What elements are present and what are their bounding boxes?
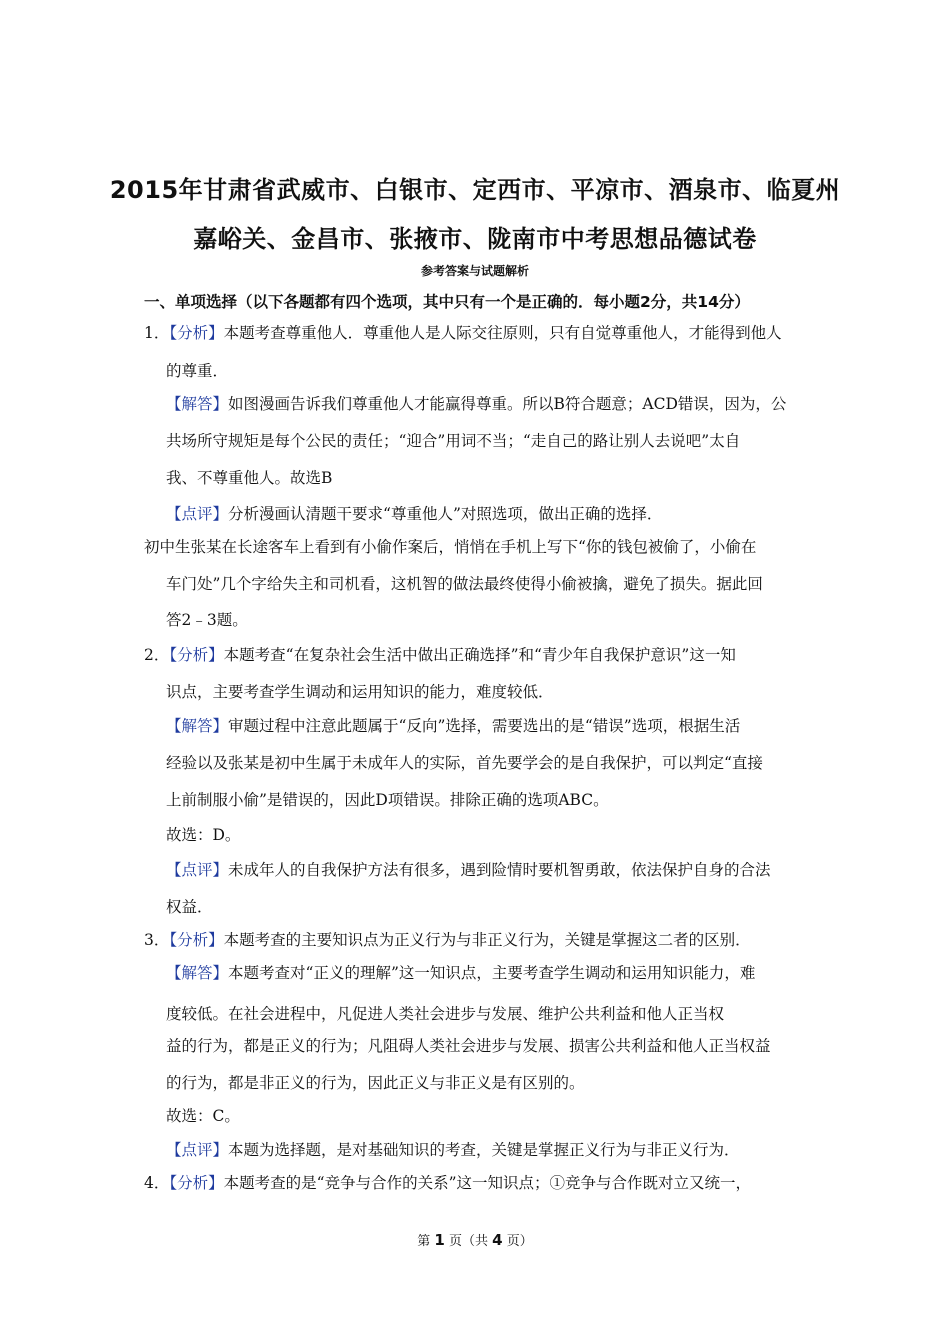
text-line — [166, 963, 755, 983]
line-text: 审题过程中注意此题属于“反向”选择，需要选出的是“错误”选项，根据生活 — [228, 717, 741, 735]
line-text: 我、不尊重他人。故选B — [166, 469, 333, 487]
footer-page-number: 1 — [434, 1231, 445, 1249]
text-line — [166, 860, 771, 880]
line-text: 的行为，都是非正义的行为，因此正义与非正义是有区别的。 — [166, 1074, 585, 1092]
text-line — [166, 1140, 740, 1160]
line-text: 本题考查尊重他人．尊重他人是人际交往原则，只有自觉尊重他人，才能得到他人 — [223, 324, 782, 342]
footer-post: 页） — [506, 1234, 533, 1249]
section-tag: 【解答】 — [166, 717, 229, 735]
line-text: 故选：C。 — [166, 1107, 240, 1125]
footer-total-pages: 4 — [492, 1231, 503, 1249]
text-line — [144, 645, 736, 665]
title-line-1: 2015年甘肃省武威市、白银市、定西市、平凉市、酒泉市、临夏州 — [109, 176, 841, 204]
section-tag: 【分析】 — [169, 324, 224, 342]
line-text: 本题考查的主要知识点为正义行为与非正义行为，关键是掌握这二者的区别． — [223, 931, 751, 949]
text-line — [166, 825, 240, 845]
text-line — [166, 1073, 585, 1093]
section-tag: 【点评】 — [166, 1141, 229, 1159]
item-number: 2． — [144, 646, 170, 664]
text-line — [166, 682, 554, 702]
line-text: 未成年人的自我保护方法有很多，遇到险情时要机智勇敢，依法保护自身的合法 — [228, 861, 771, 879]
text-line — [166, 716, 740, 736]
line-text: 权益． — [166, 898, 213, 916]
line-text: 益的行为，都是正义的行为；凡阻碍人类社会进步与发展、损害公共利益和他人正当权益 — [166, 1037, 771, 1055]
text-line — [166, 504, 662, 524]
line-text: 本题考查的是“竞争与合作的关系”这一知识点；①竞争与合作既对立又统一， — [223, 1174, 751, 1192]
line-text: 车门处”几个字给失主和司机看，这机智的做法最终使得小偷被擒，避免了损失。据此回 — [166, 575, 763, 593]
text-line — [166, 574, 763, 594]
footer-mid: 页（共 — [448, 1234, 488, 1249]
text-line — [166, 394, 786, 414]
line-text: 的尊重． — [166, 362, 229, 380]
footer-pre: 第 — [417, 1234, 431, 1249]
line-text: 度较低。在社会进程中，凡促进人类社会进步与发展、维护公共利益和他人正当权 — [166, 1005, 725, 1023]
text-line — [166, 1106, 240, 1126]
item-number: 1． — [144, 324, 170, 342]
section-heading: 一、单项选择（以下各题都有四个选项，其中只有一个是正确的．每小题2分，共14分） — [144, 293, 750, 311]
text-line — [166, 431, 740, 451]
title-line-2: 嘉峪关、金昌市、张掖市、陇南市中考思想品德试卷 — [193, 225, 757, 253]
text-line — [166, 610, 248, 630]
text-line — [144, 930, 751, 950]
line-text: 分析漫画认清题干要求“尊重他人”对照选项，做出正确的选择． — [228, 505, 663, 523]
text-line — [166, 468, 332, 488]
text-line — [166, 1036, 771, 1056]
item-number: 4． — [144, 1174, 170, 1192]
line-text: 初中生张某在长途客车上看到有小偷作案后，悄悄在手机上写下“你的钱包被偷了，小偷在 — [144, 538, 757, 556]
section-tag: 【解答】 — [166, 395, 229, 413]
line-text: 识点，主要考查学生调动和运用知识的能力，难度较低． — [166, 683, 554, 701]
item-number: 3． — [144, 931, 170, 949]
text-line — [166, 753, 763, 773]
section-tag: 【分析】 — [169, 931, 224, 949]
line-text: 共场所守规矩是每个公民的责任；“迎合”用词不当；“走自己的路让别人去说吧”太自 — [166, 432, 741, 450]
line-text: 本题为选择题，是对基础知识的考查，关键是掌握正义行为与非正义行为． — [228, 1141, 740, 1159]
section-tag: 【点评】 — [166, 861, 229, 879]
page-footer — [0, 1230, 950, 1249]
line-text: 如图漫画告诉我们尊重他人才能赢得尊重。所以B符合题意；ACD错误，因为，公 — [228, 395, 787, 413]
subtitle: 参考答案与试题解析 — [420, 264, 529, 278]
line-text: 经验以及张某是初中生属于未成年人的实际，首先要学会的是自我保护，可以判定“直接 — [166, 754, 763, 772]
line-text: 故选：D。 — [166, 826, 241, 844]
section-tag: 【分析】 — [169, 646, 224, 664]
section-tag: 【解答】 — [166, 964, 229, 982]
text-line — [166, 790, 609, 810]
line-text: 本题考查“在复杂社会生活中做出正确选择”和“青少年自我保护意识”这一知 — [223, 646, 736, 664]
line-text: 上前制服小偷”是错误的，因此D项错误。排除正确的选项ABC。 — [166, 791, 609, 809]
text-line — [144, 1173, 751, 1193]
text-line — [166, 897, 213, 917]
line-text: 本题考查对“正义的理解”这一知识点，主要考查学生调动和运用知识能力，难 — [228, 964, 756, 982]
section-tag: 【分析】 — [169, 1174, 224, 1192]
text-line — [166, 361, 228, 381]
line-text: 答2﹣3题。 — [166, 611, 248, 629]
text-line — [144, 537, 756, 557]
text-line — [166, 1004, 724, 1024]
section-tag: 【点评】 — [166, 505, 229, 523]
text-line — [144, 323, 782, 343]
